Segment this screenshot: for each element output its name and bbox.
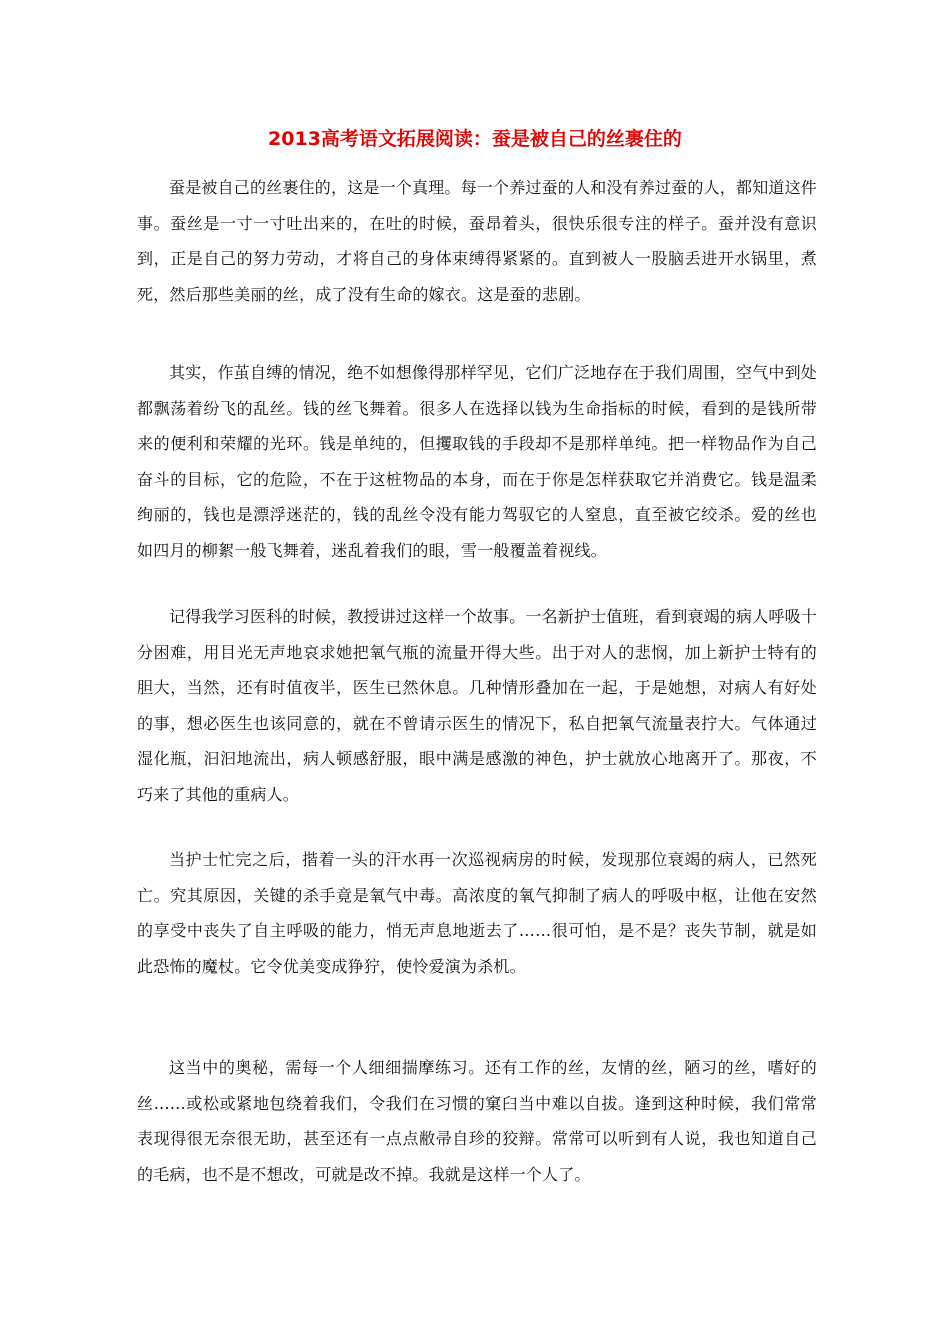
- paragraph-4: 当护士忙完之后，揩着一头的汗水再一次巡视病房的时候，发现那位衰竭的病人，已然死亡。究其原因，关键的杀手竟是氧气中毒。高浓度的氧气抑制了病人的呼吸中枢，让他在安然的享受中丧失了自主呼吸的能力，悄无声息地逝去了……很可怕，是不是？丧失节制，就是如此恐怖的魔杖。它令优美变成狰狞，使怜爱演为杀机。: [137, 850, 817, 976]
- paragraph-2: 其实，作茧自缚的情况，绝不如想像得那样罕见，它们广泛地存在于我们周围，空气中到处都飘荡着纷飞的乱丝。钱的丝飞舞着。很多人在选择以钱为生命指标的时候，看到的是钱所带来的便利和荣耀的光环。钱是单纯的，但攫取钱的手段却不是那样单纯。把一样物品作为自己奋斗的目标，它的危险，不在于这桩物品的本身，而在于你是怎样获取它并消费它。钱是温柔绚丽的，钱也是漂浮迷茫的，钱的乱丝令没有能力驾驭它的人窒息，直至被它绞杀。爱的丝也如四月的柳絮一般飞舞着，迷乱着我们的眼，雪一般覆盖着视线。: [137, 363, 818, 560]
- paragraph-3: 记得我学习医科的时候，教授讲过这样一个故事。一名新护士值班，看到衰竭的病人呼吸十分困难，用目光无声地哀求她把氧气瓶的流量开得大些。出于对人的悲悯，加上新护士特有的胆大，当然，还有时值夜半，医生已然休息。几种情形叠加在一起，于是她想，对病人有好处的事，想必医生也该同意的，就在不曾请示医生的情况下，私自把氧气流量表拧大。气体通过湿化瓶，汩汩地流出，病人顿感舒服，眼中满是感激的神色，护士就放心地离开了。那夜，不巧来了其他的重病人。: [137, 607, 818, 804]
- paragraph-5: 这当中的奥秘，需每一个人细细揣摩练习。还有工作的丝，友情的丝，陋习的丝，嗜好的丝……或松或紧地包绕着我们，令我们在习惯的窠臼当中难以自拔。逢到这种时候，我们常常表现得很无奈很无助，甚至还有一点点敝帚自珍的狡辩。常常可以听到有人说，我也知道自己的毛病，也不是不想改，可就是改不掉。我就是这样一个人了。: [137, 1058, 817, 1184]
- paragraph-1: 蚕是被自己的丝裹住的，这是一个真理。每一个养过蚕的人和没有养过蚕的人，都知道这件事。蚕丝是一寸一寸吐出来的，在吐的时候，蚕昂着头，很快乐很专注的样子。蚕并没有意识到，正是自己的努力劳动，才将自己的身体束缚得紧紧的。直到被人一股脑丢进开水锅里，煮死，然后那些美丽的丝，成了没有生命的嫁衣。这是蚕的悲剧。: [137, 178, 818, 304]
- document-title: 2013高考语文拓展阅读：蚕是被自己的丝裹住的: [268, 128, 682, 150]
